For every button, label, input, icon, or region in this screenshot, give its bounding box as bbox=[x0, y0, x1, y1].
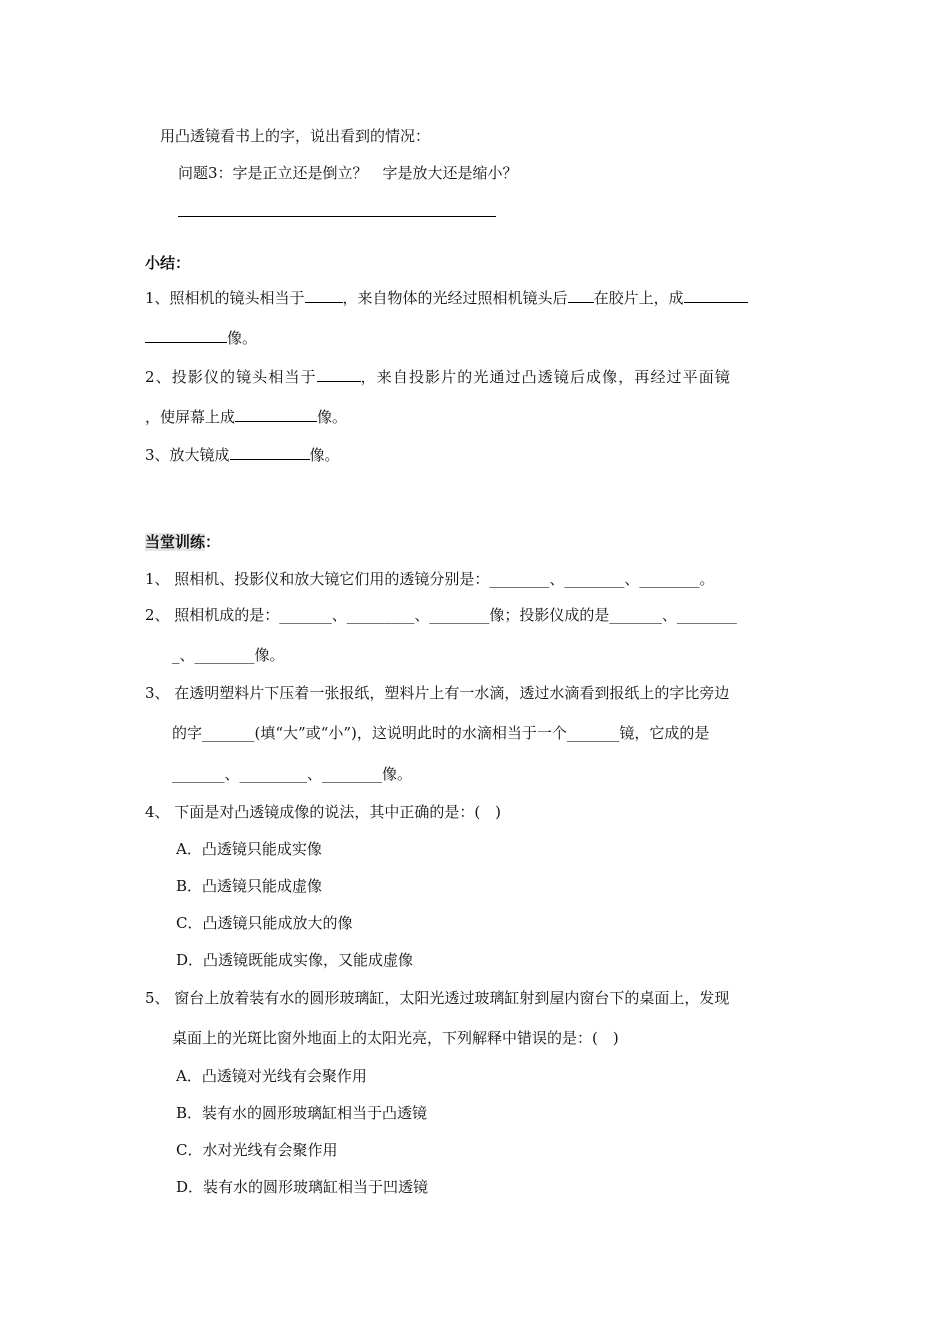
training-heading bbox=[145, 532, 220, 552]
question-5-option-a[interactable]: A．凸透镜对光线有会聚作用 bbox=[176, 1067, 367, 1085]
question-5-cont: 桌面上的光斑比窗外地面上的太阳光亮，下列解释中错误的是：( ) bbox=[172, 1029, 619, 1047]
summary-3-text-a: 3、放大镜成 bbox=[145, 446, 230, 464]
question-4-option-b[interactable]: B．凸透镜只能成虚像 bbox=[176, 877, 323, 895]
summary-item-3 bbox=[145, 444, 340, 465]
question-5: 5、 窗台上放着装有水的圆形玻璃缸，太阳光透过玻璃缸射到屋内窗台下的桌面上，发现 bbox=[145, 989, 730, 1007]
summary-1-text-c: 在胶片上，成 bbox=[593, 289, 684, 307]
summary-2-text-d: 像。 bbox=[317, 408, 348, 426]
question-3-cont: 的字_______(填“大”或“小”)，这说明此时的水滴相当于一个_______镜，它成的是 bbox=[172, 724, 710, 742]
summary-1-text-a: 1、照相机的镜头相当于 bbox=[145, 289, 305, 307]
fill-blank[interactable] bbox=[684, 287, 748, 303]
question-2-cont: _、________像。 bbox=[172, 646, 285, 664]
summary-item-2-cont bbox=[145, 406, 347, 427]
fill-blank[interactable] bbox=[235, 406, 317, 422]
summary-3-text-b: 像。 bbox=[309, 446, 340, 464]
question-1: 1、 照相机、投影仪和放大镜它们用的透镜分别是：________、________、________。 bbox=[145, 570, 715, 588]
question-5-option-b[interactable]: B．装有水的圆形玻璃缸相当于凸透镜 bbox=[176, 1104, 428, 1122]
fill-blank[interactable] bbox=[568, 287, 594, 303]
fill-blank[interactable] bbox=[145, 327, 227, 343]
question-3: 3、 在透明塑料片下压着一张报纸，塑料片上有一水滴，透过水滴看到报纸上的字比旁边 bbox=[145, 684, 730, 702]
question-3-cont-2: _______、_________、________像。 bbox=[172, 765, 413, 783]
summary-heading: 小结： bbox=[145, 254, 191, 272]
question-4-option-c[interactable]: C．凸透镜只能成放大的像 bbox=[176, 914, 353, 932]
fill-blank[interactable] bbox=[230, 444, 310, 460]
summary-2-text-b: ，来自投影片的光通过凸透镜后成像，再经过平面镜 bbox=[360, 368, 731, 386]
answer-line[interactable] bbox=[178, 216, 496, 217]
summary-1-text-b: ，来自物体的光经过照相机镜头后 bbox=[342, 289, 568, 307]
summary-item-1 bbox=[145, 287, 748, 308]
question-3-line: 问题3：字是正立还是倒立？ 字是放大还是缩小？ bbox=[178, 164, 518, 182]
training-heading-colon: ： bbox=[205, 533, 221, 551]
question-5-option-d[interactable]: D．装有水的圆形玻璃缸相当于凹透镜 bbox=[176, 1178, 429, 1196]
fill-blank[interactable] bbox=[305, 287, 343, 303]
summary-2-text-a: 2、投影仪的镜头相当于 bbox=[145, 368, 317, 386]
fill-blank[interactable] bbox=[317, 366, 361, 382]
summary-2-text-c: ，使屏幕上成 bbox=[145, 408, 236, 426]
intro-line-1: 用凸透镜看书上的字，说出看到的情况： bbox=[160, 127, 431, 145]
question-2: 2、 照相机成的是：_______、_________、________像；投影仪成的是_______、________ bbox=[145, 606, 737, 624]
question-4-option-d[interactable]: D．凸透镜既能成实像，又能成虚像 bbox=[176, 951, 414, 969]
question-4-option-a[interactable]: A．凸透镜只能成实像 bbox=[176, 840, 322, 858]
summary-item-2 bbox=[145, 366, 731, 387]
question-5-option-c[interactable]: C．水对光线有会聚作用 bbox=[176, 1141, 338, 1159]
summary-item-1-cont bbox=[145, 327, 257, 348]
summary-1-text-d: 像。 bbox=[227, 329, 258, 347]
training-heading-text: 当堂训练 bbox=[145, 533, 206, 551]
question-4: 4、 下面是对凸透镜成像的说法，其中正确的是：( ) bbox=[145, 803, 502, 821]
